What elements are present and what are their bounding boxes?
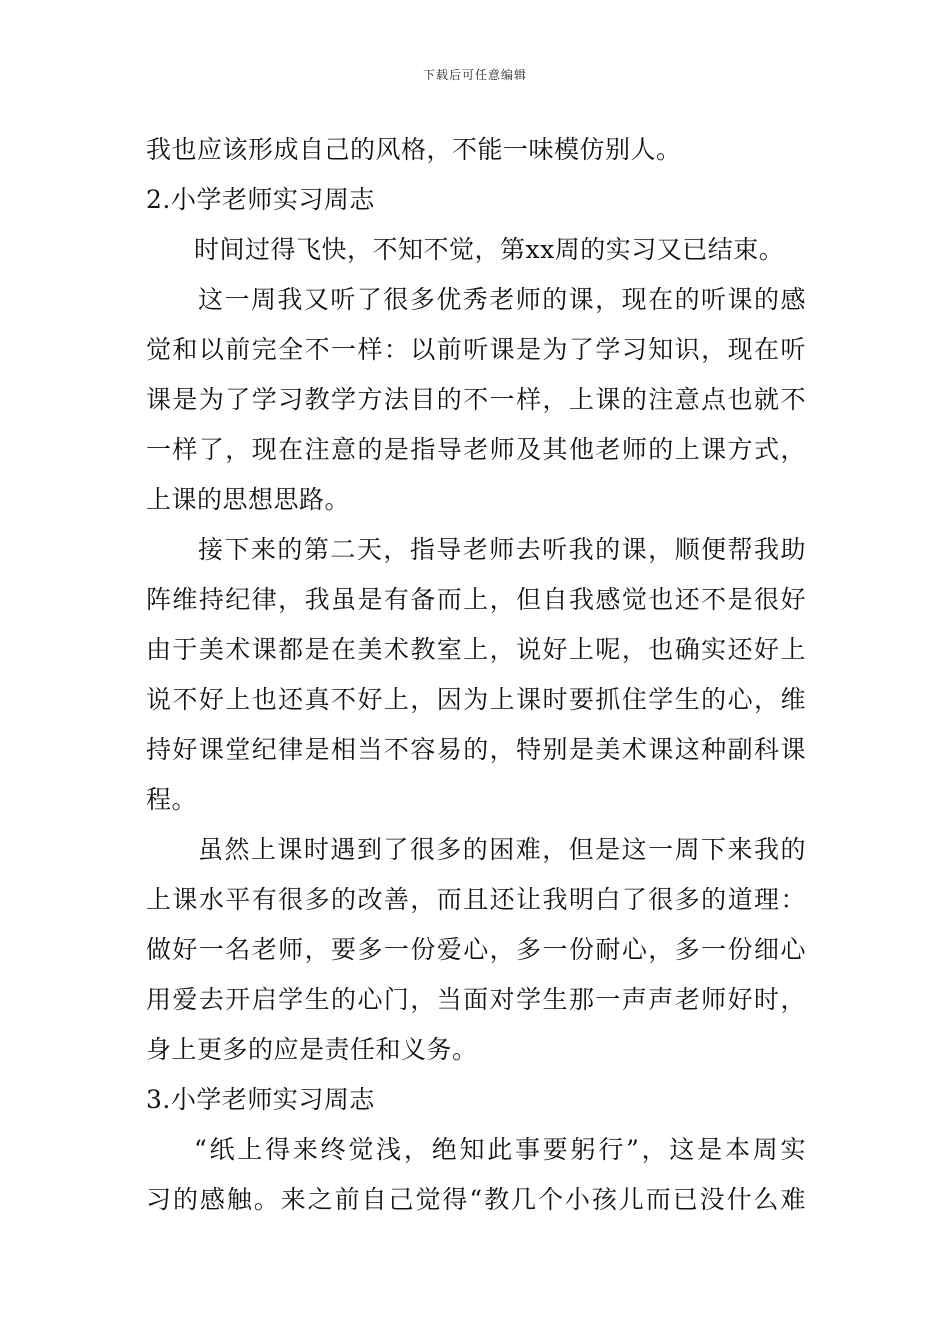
section-heading: 2.小学老师实习周志 — [146, 185, 375, 214]
paragraph-line: 程。 — [146, 785, 198, 814]
paragraph-line: 做好一名老师，要多一份爱心，多一份耐心，多一份细心 — [146, 935, 806, 964]
paragraph-line: 一样了，现在注意的是指导老师及其他老师的上课方式， — [146, 435, 806, 464]
paragraph-line: 用爱去开启学生的心门，当面对学生那一声声老师好时， — [146, 985, 806, 1014]
paragraph-line: 时间过得飞快，不知不觉，第xx周的实习又已结束。 — [194, 235, 785, 264]
paragraph-line: 这一周我又听了很多优秀老师的课，现在的听课的感 — [198, 285, 806, 314]
paragraph-line: 接下来的第二天，指导老师去听我的课，顺便帮我助 — [198, 535, 806, 564]
paragraph-line: 上课水平有很多的改善，而且还让我明白了很多的道理： — [146, 885, 806, 914]
paragraph-line: 持好课堂纪律是相当不容易的，特别是美术课这种副科课 — [146, 735, 806, 764]
paragraph-line: 身上更多的应是责任和义务。 — [146, 1035, 478, 1064]
section-heading: 3.小学老师实习周志 — [146, 1085, 375, 1114]
paragraph-line: 说不好上也还真不好上，因为上课时要抓住学生的心，维 — [146, 685, 806, 714]
paragraph-line: 我也应该形成自己的风格，不能一味模仿别人。 — [146, 135, 682, 164]
paragraph-line: 虽然上课时遇到了很多的困难，但是这一周下来我的 — [198, 835, 806, 864]
paragraph-line: 上课的思想思路。 — [146, 485, 351, 514]
paragraph-line: 觉和以前完全不一样：以前听课是为了学习知识，现在听 — [146, 335, 806, 364]
paragraph-line: 课是为了学习教学方法目的不一样，上课的注意点也就不 — [146, 385, 806, 414]
paragraph-line: 习的感触。来之前自己觉得“教几个小孩儿而已没什么难 — [146, 1185, 806, 1214]
paragraph-line: 由于美术课都是在美术教室上，说好上呢，也确实还好上 — [146, 635, 806, 664]
page-header: 下载后可任意编辑 — [422, 68, 527, 82]
paragraph-line: “纸上得来终觉浅，绝知此事要躬行”，这是本周实 — [194, 1135, 806, 1164]
paragraph-line: 阵维持纪律，我虽是有备而上，但自我感觉也还不是很好 — [146, 585, 806, 614]
